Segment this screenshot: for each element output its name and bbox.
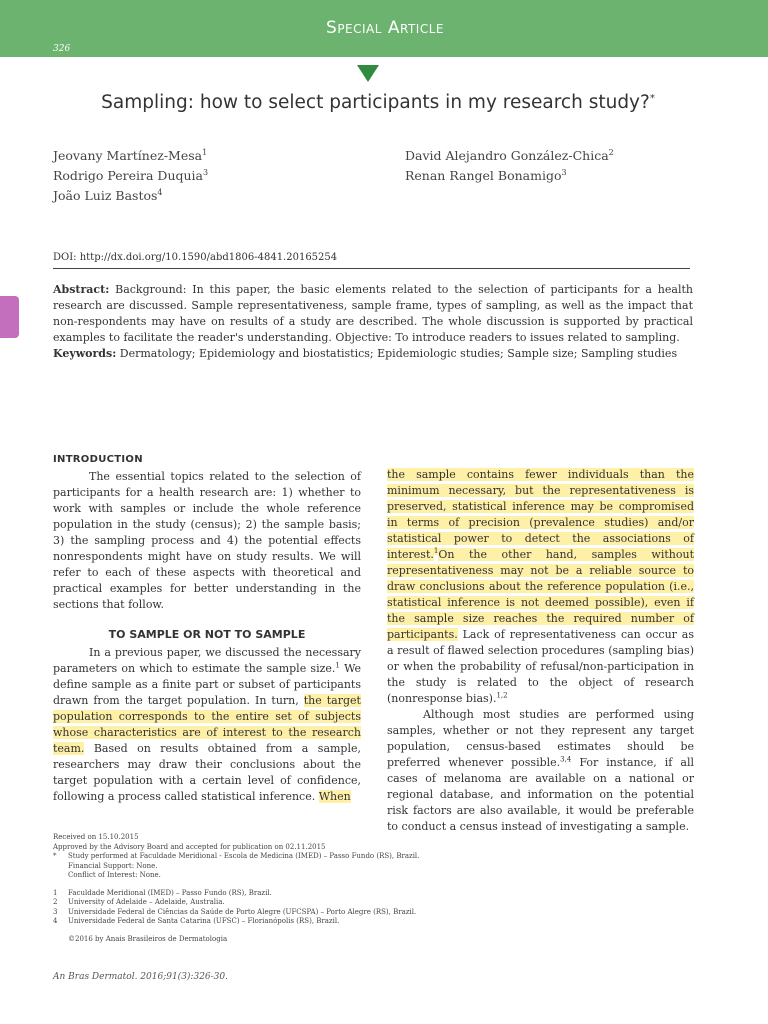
keywords-label: Keywords: [53,347,117,360]
highlight: the sample contains fewer individuals than the minimum necessary, but the representativeness is preserved, statistical inference may be compromised in terms of precision (prevalence studies) and/or statistical power to detect the associations of interest. [387,468,694,561]
right-column [387,467,694,835]
section-banner [0,0,768,57]
intro-paragraph: The essential topics related to the selection of participants for a health research are: 1) whether to work with samples or include the whole reference population in the study (census); 2) the sample basis; 3) the sampling process and 4) the potential effects nonrespondents might have on study results. We will refer to each of these aspects with theoretical and practical examples for better understanding in the sections that follow. [53,470,361,611]
copyright: ©2016 by Anais Brasileiros de Dermatologia [68,934,228,943]
highlight: the target population corresponds to the entire set of subjects whose characteristics are of interest to the research team. [53,694,361,755]
body-paragraph: Although most studies are performed using samples, whether or not they represent any target population, census-based estimates should be preferred whenever possible.$^{3,4}$ For instance, if all cases of melanoma are available on a national or regional database, and information on the potential risk factors are also available, it would be preferable to conduct a census instead of investigating a sample. [387,708,695,833]
authors-right [405,146,614,186]
affiliation: 1 Faculdade Meridional (IMED) – Passo Fundo (RS), Brazil. [53,888,272,897]
author: Rodrigo Pereira Duquia$^3$ [53,167,209,183]
author: David Alejandro González-Chica$^2$ [405,147,614,163]
affiliation: 2 University of Adelaide – Adelaide, Australia. [53,898,225,906]
body-paragraph: In a previous paper, we discussed the necessary parameters on which to estimate the sample size.$^1$ We define sample as a finite part or subset of participants drawn from the target population. In turn, the target population corresponds to the entire set of subjects whose characteristics are of interest to the research team. Based on results obtained from a sample, researchers may draw their conclusions about the target population with a certain level of confidence, following a process called statistical inference. When [53,646,362,803]
page-number: 326 [53,44,71,54]
footnote: * Study performed at Faculdade Meridional - Escola de Medicina (IMED) – Passo Fundo (RS), Brazil. [53,852,420,860]
authors-left [53,146,208,206]
abstract-label: Abstract: [53,283,110,296]
body-paragraph-continued: the sample contains fewer individuals than the minimum necessary, but the representativeness is preserved, statistical inference may be compromised in terms of precision (prevalence studies) and/or statistical power to detect the associations of interest.$^1$On the other hand, samples without representativeness may not be a reliable source to draw conclusions about the reference population (i.e., statistical inference is not deemed possible), even if the sample size reaches the required number of participants. Lack of representativeness can occur as a result of flawed selection procedures (sampling bias) or when the probability of refusal/non-participation in the study is related to the object of research (nonresponse bias).$^{1,2}$ [387,468,694,705]
keywords-text: Dermatology; Epidemiology and biostatistics; Epidemiologic studies; Sample size; Sampling studies [116,347,678,360]
conflict-note: Conflict of Interest: None. [68,871,161,879]
title-footnote-mark: * [649,92,655,104]
highlight: On [438,548,469,561]
abstract [53,282,693,362]
author: João Luiz Bastos$^4$ [53,187,163,203]
left-column [53,452,361,805]
article-title: Sampling: how to select participants in my research study?* [101,92,655,113]
approved-date: Approved by the Advisory Board and accepted for publication on 02.11.2015 [53,842,326,851]
affiliation: 3 Universidade Federal de Ciências da Saúde de Porto Alegre (UFCSPA) – Porto Alegre (RS), Brazil. [53,907,417,916]
down-arrow-icon [357,65,379,82]
received-date: Received on 15.10.2015 [53,833,139,841]
introduction-heading: INTRODUCTION [53,454,143,465]
journal-citation: An Bras Dermatol. 2016;91(3):326-30. [53,972,228,982]
subsection-heading: TO SAMPLE OR NOT TO SAMPLE [108,628,306,641]
author: Jeovany Martínez-Mesa$^1$ [53,147,208,163]
footnotes [53,833,503,944]
side-tab [0,296,19,338]
divider [53,268,690,269]
section-label: Special Article [326,18,444,38]
author: Renan Rangel Bonamigo$^3$ [405,167,567,183]
abstract-text: Background: In this paper, the basic elements related to the selection of participants for a health research are discussed. Sample representativeness, sample frame, types of sampling, as well as the impact that non-respondents may have on results of a study are described. The whole discussion is supported by practical examples to facilitate the reader's understanding. Objective: To introduce readers to issues related to sampling. [53,283,693,344]
highlight: the other hand, samples without representativeness may not be a reliable source to draw conclusions about the reference population (i.e., statistical inference is not deemed possible), even if the sample size reaches the required number of participants. [387,548,694,641]
doi-link[interactable]: DOI: http://dx.doi.org/10.1590/abd1806-4841.20165254 [53,252,338,263]
highlight: When [318,790,351,803]
funding-note: Financial Support: None. [68,861,158,870]
affiliation: 4 Universidade Federal de Santa Catarina (UFSC) – Florianópolis (RS), Brazil. [53,917,340,925]
